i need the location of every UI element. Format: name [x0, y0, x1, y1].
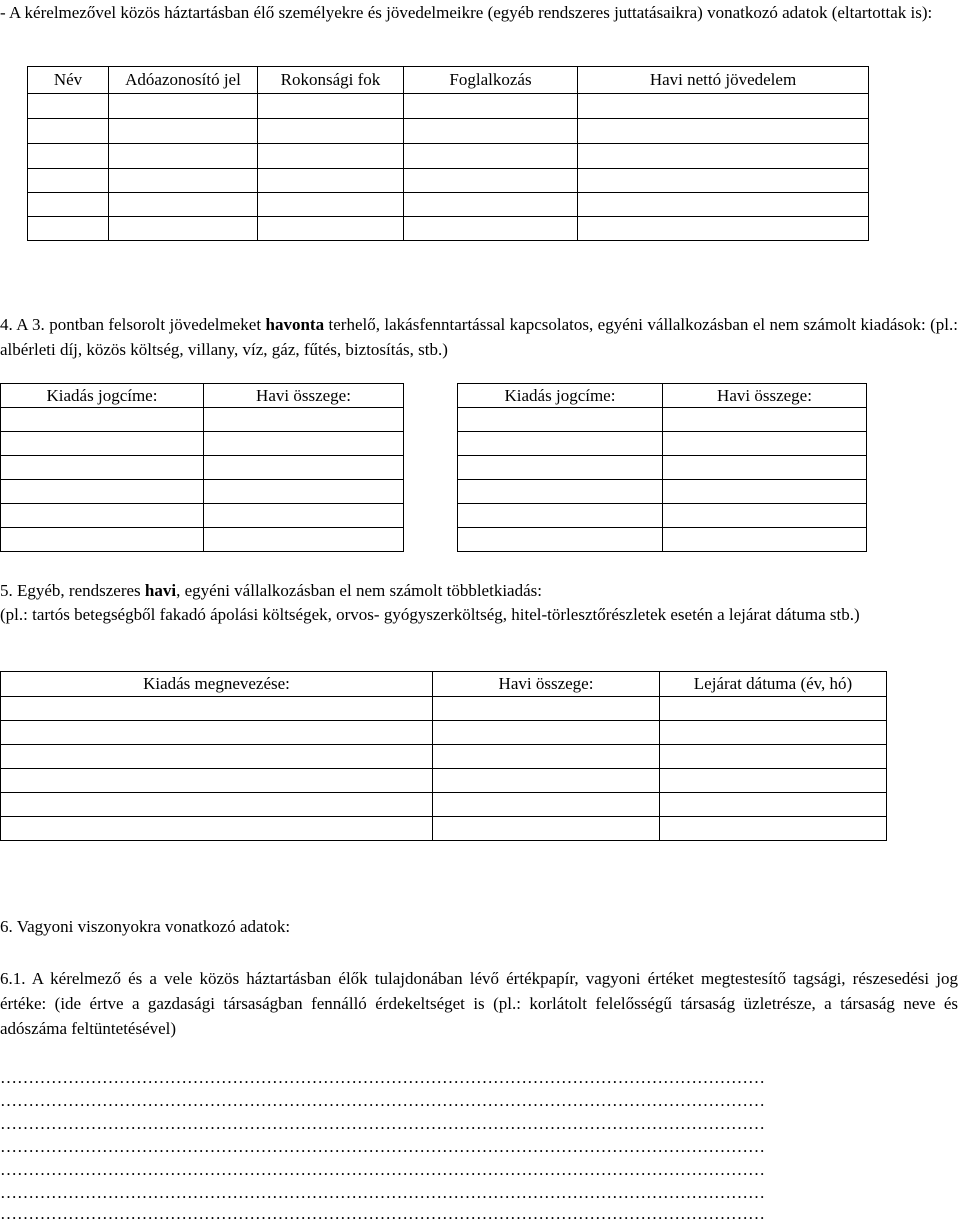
- section4-text: 4. A 3. pontban felsorolt jövedelmeket havonta terhelő, lakásfenntartással kapcsolatos, egyéni vállalkozásban el nem számolt kiadások: (pl.: albérleti díj, közös költség, villany, víz, gáz, fűtés, biztosítás, stb.): [0, 315, 958, 359]
- section5-bold-term: havi: [144, 581, 177, 600]
- table-row[interactable]: [28, 217, 869, 241]
- section6-heading: 6. Vagyoni viszonyokra vonatkozó adatok:: [0, 917, 291, 936]
- column-header-monthly-amount-2: Havi összege:: [663, 384, 867, 408]
- column-header-monthly-amount-1: Havi összege:: [204, 384, 404, 408]
- table-row[interactable]: [1, 793, 887, 817]
- table-row[interactable]: [1, 769, 887, 793]
- column-header-due-date: Lejárat dátuma (év, hó): [660, 672, 887, 697]
- section6-1-text: 6.1. A kérelmező és a vele közös háztartásban élők tulajdonában lévő értékpapír, vagyoni értéket megtestesítő tagsági, részesedési jog értéke: (ide értve a gazdasági társaságban fennálló érdekeltséget is (pl.: korlátolt felelősségű társaság üzletrésze, a társaság neve és adószáma feltüntetésével): [0, 969, 958, 1038]
- table-row[interactable]: [1, 817, 887, 841]
- column-header-expense-title-2: Kiadás jogcíme:: [458, 384, 663, 408]
- column-header-monthly-amount: Havi összege:: [433, 672, 660, 697]
- table-row[interactable]: [1, 408, 867, 432]
- dotted-line[interactable]: ………………………………………………………………………………………………………………………: [0, 1117, 765, 1131]
- table-row[interactable]: [1, 745, 887, 769]
- dotted-line[interactable]: ………………………………………………………………………………………………………………………: [0, 1186, 765, 1200]
- table-header-row: [1, 672, 887, 697]
- household-members-table: [27, 66, 869, 241]
- table-row[interactable]: [1, 480, 867, 504]
- table-header-row: [1, 384, 867, 408]
- column-header-occupation: Foglalkozás: [404, 67, 578, 94]
- section3-intro: - A kérelmezővel közös háztartásban élő személyekre és jövedelmeikre (egyéb rendszeres juttatásaikra) vonatkozó adatok (eltartottak is):: [0, 3, 933, 22]
- table-row[interactable]: [1, 504, 867, 528]
- table-row[interactable]: [28, 193, 869, 217]
- dotted-line[interactable]: ………………………………………………………………………………………………………………………: [0, 1094, 765, 1108]
- section5-heading: 5. Egyéb, rendszeres havi, egyéni vállalkozásban el nem számolt többletkiadás:: [0, 581, 542, 600]
- table-row[interactable]: [1, 528, 867, 552]
- column-header-relationship: Rokonsági fok: [258, 67, 404, 94]
- section4-bold-term: havonta: [265, 315, 325, 334]
- section5-example-text: (pl.: tartós betegségből fakadó ápolási költségek, orvos- gyógyszerköltség, hitel-törlesztőrészletek esetén a lejárat dátuma stb.): [0, 605, 860, 624]
- housing-expenses-table: [0, 383, 867, 552]
- dotted-line[interactable]: ………………………………………………………………………………………………………………………: [0, 1207, 765, 1221]
- dotted-line[interactable]: ………………………………………………………………………………………………………………………: [0, 1163, 765, 1177]
- column-header-net-income: Havi nettó jövedelem: [578, 67, 869, 94]
- table-row[interactable]: [28, 144, 869, 169]
- table-row[interactable]: [28, 119, 869, 144]
- dotted-line[interactable]: ………………………………………………………………………………………………………………………: [0, 1071, 765, 1085]
- dotted-line[interactable]: ………………………………………………………………………………………………………………………: [0, 1140, 765, 1154]
- column-header-expense-title-1: Kiadás jogcíme:: [1, 384, 204, 408]
- table-row[interactable]: [1, 456, 867, 480]
- table-row[interactable]: [28, 169, 869, 193]
- table-row[interactable]: [1, 432, 867, 456]
- column-header-tax-id: Adóazonosító jel: [109, 67, 258, 94]
- column-header-expense-name: Kiadás megnevezése:: [1, 672, 433, 697]
- table-header-row: [28, 67, 869, 94]
- other-expenses-table: [0, 671, 887, 841]
- table-row[interactable]: [1, 697, 887, 721]
- column-header-name: Név: [28, 67, 109, 94]
- table-row[interactable]: [1, 721, 887, 745]
- table-row[interactable]: [28, 94, 869, 119]
